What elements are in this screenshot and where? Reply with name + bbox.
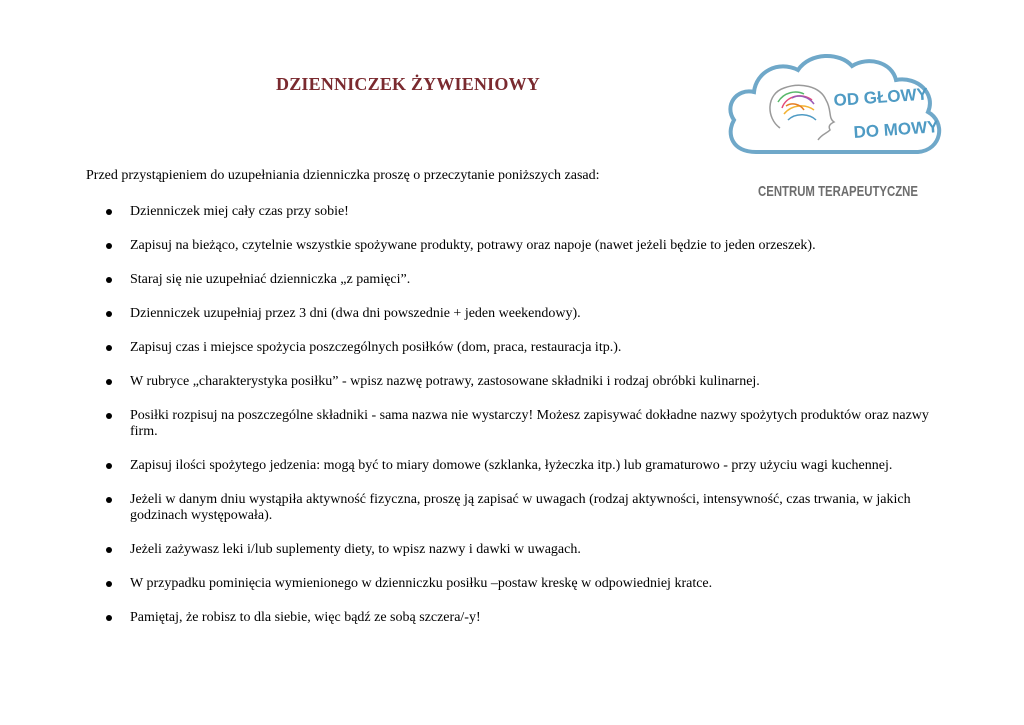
bullet-icon — [106, 615, 112, 621]
logo-od-glowy-do-mowy — [722, 48, 954, 208]
list-item — [106, 238, 946, 254]
brain-icon — [770, 85, 834, 140]
list-item — [106, 374, 946, 390]
intro-text: Przed przystąpieniem do uzupełniania dzienniczka proszę o przeczytanie poniższych zasad: — [86, 168, 600, 183]
list-item — [106, 408, 946, 440]
bullet-icon — [106, 277, 112, 283]
logo-line-2: DO MOWY — [852, 117, 940, 142]
list-item — [106, 204, 946, 220]
list-item — [106, 340, 946, 356]
bullet-icon — [106, 497, 112, 503]
logo-subtitle: CENTRUM TERAPEUTYCZNE — [758, 183, 918, 200]
bullet-icon — [106, 547, 112, 553]
list-item — [106, 610, 946, 626]
bullet-icon — [106, 243, 112, 249]
bullet-icon — [106, 413, 112, 419]
rule-text: Staraj się nie uzupełniać dzienniczka „z pamięci”. — [130, 272, 411, 287]
rule-text: Dzienniczek miej cały czas przy sobie! — [130, 204, 349, 219]
rule-text: Dzienniczek uzupełniaj przez 3 dni (dwa dni powszednie + jeden weekendowy). — [130, 306, 581, 321]
rule-text: Zapisuj czas i miejsce spożycia poszczególnych posiłków (dom, praca, restauracja itp.). — [130, 340, 622, 355]
rule-text: Pamiętaj, że robisz to dla siebie, więc bądź ze sobą szczera/-y! — [130, 610, 481, 625]
rule-text: Posiłki rozpisuj na poszczególne składniki - sama nazwa nie wystarczy! Możesz zapisywać dokładne nazwy spożytych produktów oraz nazwy firm. — [130, 408, 929, 439]
list-item — [106, 272, 946, 288]
list-item — [106, 458, 946, 474]
list-item — [106, 542, 946, 558]
rules-list — [106, 204, 946, 644]
bullet-icon — [106, 463, 112, 469]
list-item — [106, 306, 946, 322]
rule-text: Zapisuj na bieżąco, czytelnie wszystkie spożywane produkty, potrawy oraz napoje (nawet jeżeli będzie to jeden orzeszek). — [130, 238, 816, 253]
page-title: DZIENNICZEK ŻYWIENIOWY — [276, 74, 540, 94]
rule-text: W rubryce „charakterystyka posiłku” - wpisz nazwę potrawy, zastosowane składniki i rodzaj obróbki kulinarnej. — [130, 374, 760, 389]
rule-text: Jeżeli w danym dniu wystąpiła aktywność fizyczna, proszę ją zapisać w uwagach (rodzaj aktywności, intensywność, czas trwania, w jakich godzinach występowała). — [130, 492, 911, 523]
list-item — [106, 492, 946, 524]
logo-line-1: OD GŁOWY — [832, 84, 929, 110]
bullet-icon — [106, 209, 112, 215]
bullet-icon — [106, 379, 112, 385]
rule-text: Jeżeli zażywasz leki i/lub suplementy diety, to wpisz nazwy i dawki w uwagach. — [130, 542, 581, 557]
bullet-icon — [106, 581, 112, 587]
rule-text: W przypadku pominięcia wymienionego w dzienniczku posiłku –postaw kreskę w odpowiedniej kratce. — [130, 576, 713, 591]
bullet-icon — [106, 311, 112, 317]
rule-text: Zapisuj ilości spożytego jedzenia: mogą być to miary domowe (szklanka, łyżeczka itp.) lub gramaturowo - przy użyciu wagi kuchennej. — [130, 458, 893, 473]
list-item — [106, 576, 946, 592]
bullet-icon — [106, 345, 112, 351]
